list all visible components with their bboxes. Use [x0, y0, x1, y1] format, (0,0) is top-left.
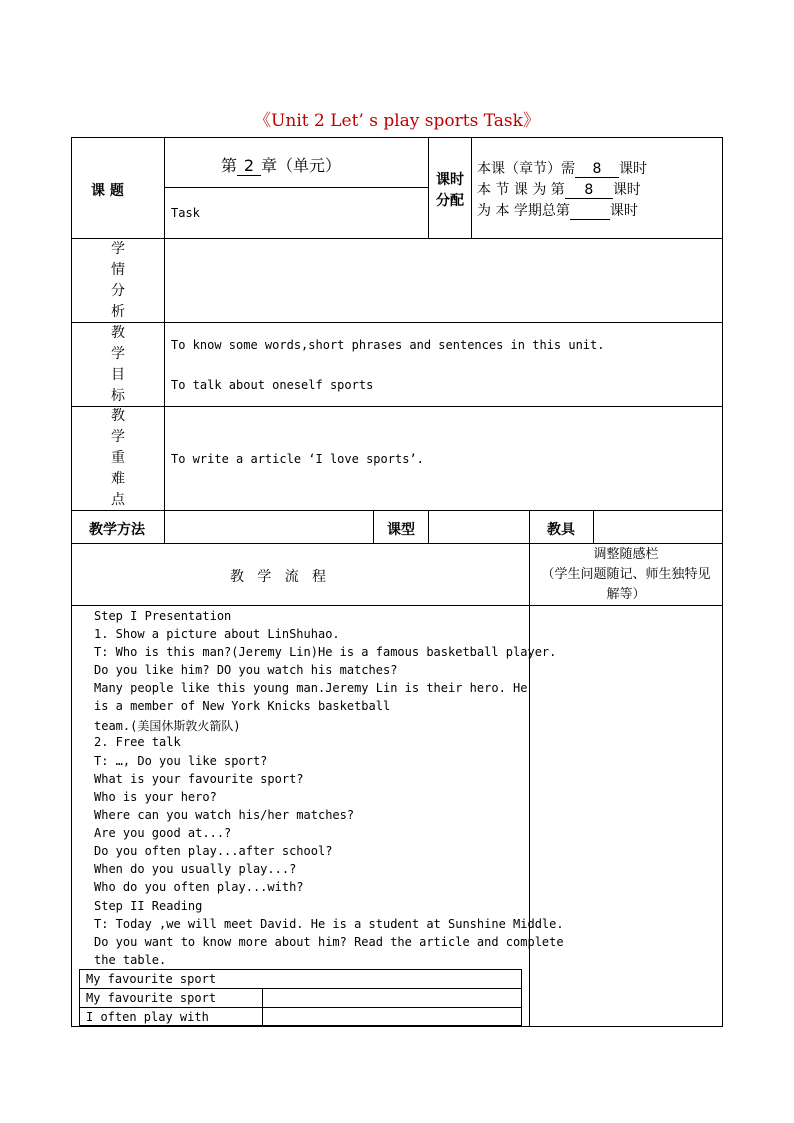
lesson-number-suffix: 课时: [612, 182, 641, 198]
process-line: is a member of New York Knicks basketball: [94, 699, 391, 713]
process-line: Where can you watch his/her matches?: [94, 808, 355, 822]
reading-table-col-divider: [262, 988, 263, 1026]
term-total: [477, 200, 638, 220]
lesson-number-prefix: 本 节 课 为 第: [477, 182, 565, 198]
hours-label-1: 课时: [436, 172, 464, 188]
hours-needed: [477, 158, 647, 178]
row-divider: [71, 322, 723, 323]
hours-needed-number: 8: [575, 161, 619, 178]
process-line: 1. Show a picture about LinShuhao.: [94, 627, 340, 641]
chapter-suffix: 章（单元）: [261, 156, 342, 175]
key-label-char: 教: [111, 408, 125, 424]
goals-label-char: 学: [111, 346, 125, 362]
process-line: team.(美国休斯敦火箭队): [94, 719, 241, 733]
col-divider: [373, 510, 374, 543]
col-divider: [593, 510, 594, 543]
notes-header-line: （学生问题随记、师生独特见: [541, 567, 711, 582]
process-line: the table.: [94, 953, 167, 967]
hours-needed-prefix: 本课（章节）需: [477, 161, 575, 177]
topic-label: 课 题: [91, 183, 124, 199]
process-line: Do you like him? DO you watch his matches?: [94, 663, 398, 677]
process-line: Step I Presentation: [94, 609, 232, 623]
key-label-char: 点: [111, 492, 125, 508]
lesson-number: [477, 179, 641, 199]
process-line: Do you often play...after school?: [94, 844, 333, 858]
hours-needed-suffix: 课时: [619, 161, 647, 177]
analysis-label-char: 析: [111, 304, 125, 320]
notes-header-line: 调整随感栏: [593, 547, 659, 562]
page-title: 《Unit 2 Let’ s play sports Task》: [254, 111, 540, 131]
analysis-label-char: 分: [111, 283, 125, 299]
key-label-char: 难: [111, 471, 125, 487]
process-line: T: …, Do you like sport?: [94, 754, 268, 768]
term-total-blank: [570, 203, 610, 220]
chapter-number: 2: [237, 156, 261, 176]
notes-header: [530, 545, 722, 605]
row-divider: [71, 406, 723, 407]
process-line: T: Who is this man?(Jeremy Lin)He is a famous basketball player.: [94, 645, 557, 659]
chapter-title: [221, 153, 341, 176]
process-header: 教 学 流 程: [230, 569, 327, 585]
process-line: Who is your hero?: [94, 790, 217, 804]
goal-2: To talk about oneself sports: [171, 378, 374, 392]
process-line: What is your favourite sport?: [94, 772, 304, 786]
tools-label: 教具: [547, 522, 575, 538]
row-divider: [71, 605, 723, 606]
cell-divider: [164, 187, 428, 188]
process-line: Step II Reading: [94, 899, 203, 913]
process-line: Who do you often play...with?: [94, 880, 304, 894]
method-label: 教学方法: [89, 522, 145, 538]
notes-header-line: 解等）: [606, 587, 646, 602]
process-line: Are you good at...?: [94, 826, 232, 840]
analysis-label: [108, 239, 128, 323]
col-divider: [428, 510, 429, 543]
goals-label-char: 教: [111, 325, 125, 341]
process-line: Many people like this young man.Jeremy Lin is their hero. He: [94, 681, 528, 695]
lesson-number-value: 8: [565, 182, 613, 199]
process-line: When do you usually play...?: [94, 862, 297, 876]
row-divider: [71, 238, 723, 239]
term-total-suffix: 课时: [609, 203, 638, 219]
goals-label: [108, 323, 128, 407]
goals-label-char: 目: [111, 367, 125, 383]
row-divider: [71, 543, 723, 544]
key-point: To write a article ‘I love sports’.: [171, 452, 424, 466]
key-label-char: 学: [111, 429, 125, 445]
analysis-label-char: 情: [111, 262, 125, 278]
lesson-name: Task: [171, 206, 200, 220]
process-line: Do you want to know more about him? Read the article and complete: [94, 935, 564, 949]
goals-label-char: 标: [111, 388, 125, 404]
analysis-label-char: 学: [111, 241, 125, 257]
hours-label-2: 分配: [436, 193, 464, 209]
reading-table-row-divider: [79, 1007, 522, 1008]
key-points-label: [108, 406, 128, 511]
key-label-char: 重: [111, 450, 125, 466]
reading-table-cell: My favourite sport: [86, 972, 217, 986]
type-label: 课型: [387, 522, 415, 538]
col-divider: [164, 137, 165, 543]
row-divider: [71, 510, 723, 511]
col-divider: [428, 137, 429, 238]
reading-table-cell: My favourite sport: [86, 991, 217, 1005]
reading-table-cell: I often play with: [86, 1010, 209, 1024]
reading-table-row-divider: [79, 988, 522, 989]
term-total-prefix: 为 本 学期总第: [477, 203, 570, 219]
process-line: T: Today ,we will meet David. He is a student at Sunshine Middle.: [94, 917, 564, 931]
goal-1: To know some words,short phrases and sentences in this unit.: [171, 338, 605, 352]
process-line: 2. Free talk: [94, 735, 181, 749]
col-divider: [471, 137, 472, 238]
chapter-prefix: 第: [221, 156, 238, 175]
